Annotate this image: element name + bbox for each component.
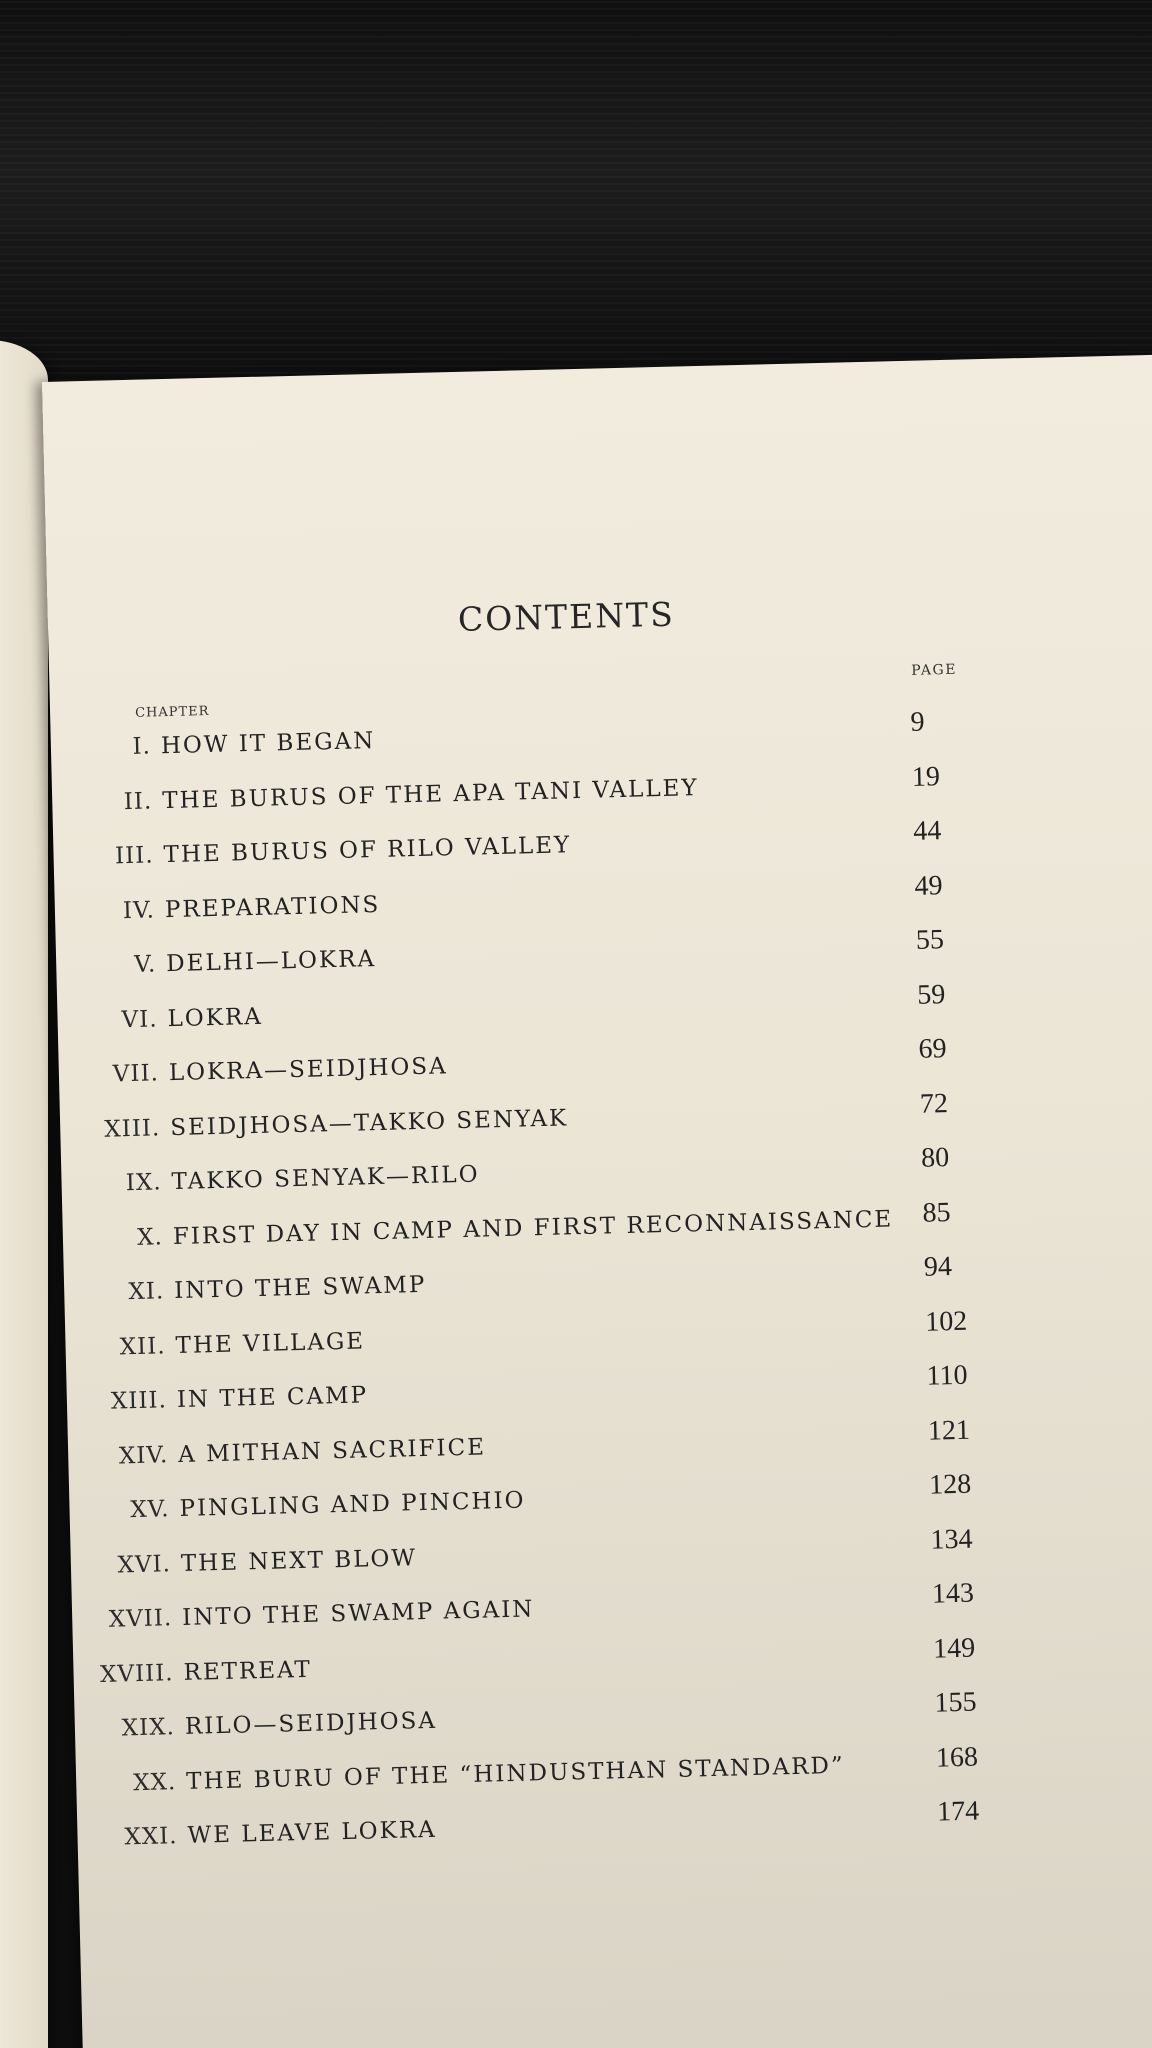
chapter-number: IX. [125,1169,162,1197]
page-number: 121 [927,1414,971,1447]
page-number: 134 [930,1523,973,1556]
chapter-title: TAKKO SENYAK—RILO [171,1161,480,1196]
chapter-title: IN THE CAMP [176,1382,369,1414]
chapter-number: III. [114,842,154,870]
page-number: 44 [912,815,942,847]
page-number: 72 [919,1087,949,1120]
page-number: 155 [934,1686,977,1719]
chapter-number: VI. [121,1005,158,1033]
chapter-title: LOKRA [167,1003,264,1032]
chapter-number: XII. [119,1332,166,1360]
page-number: 174 [936,1795,980,1828]
contents-list [50,703,1078,1872]
chapter-title: THE NEXT BLOW [180,1544,418,1577]
page-number: 9 [910,706,925,738]
chapter-number: XV. [129,1496,170,1524]
chapter-title: DELHI—LOKRA [165,946,377,978]
left-page-edge [0,340,48,2048]
page-number: 55 [915,924,945,956]
chapter-number: XIX. [121,1714,176,1742]
chapter-title: INTO THE SWAMP [173,1271,427,1305]
page-number: 143 [931,1577,975,1610]
contents-title: CONTENTS [457,594,676,639]
chapter-title: FIRST DAY IN CAMP AND FIRST RECONNAISSANCE [172,1205,894,1250]
page-number: 69 [918,1033,947,1065]
chapter-title: THE VILLAGE [175,1327,366,1359]
chapter-title: THE BURU OF THE “HINDUSTHAN STANDARD” [185,1752,845,1795]
chapter-number: XXI. [124,1823,178,1851]
page-number: 128 [928,1468,972,1501]
page-number: 85 [922,1196,951,1229]
chapter-title: THE BURUS OF RILO VALLEY [163,832,572,869]
chapter-title: LOKRA—SEIDJHOSA [168,1053,448,1087]
page-number: 49 [914,869,943,902]
page-number: 80 [920,1142,950,1174]
chapter-number: XI. [128,1278,165,1306]
chapter-number: XIII. [110,1387,168,1415]
chapter-title: PREPARATIONS [164,891,381,923]
chapter-number: VII. [112,1060,160,1088]
chapter-column-label: CHAPTER [134,704,210,721]
page-number: 94 [923,1251,953,1283]
chapter-title: SEIDJHOSA—TAKKO SENYAK [169,1104,569,1141]
chapter-title: A MITHAN SACRIFICE [177,1433,487,1468]
chapter-title: PINGLING AND PINCHIO [179,1487,526,1522]
page-number: 102 [924,1305,968,1338]
chapter-number: IV. [122,896,156,924]
page-number: 168 [935,1741,979,1774]
page-number: 59 [916,978,946,1011]
chapter-number: X. [136,1223,164,1251]
chapter-number: XVI. [117,1550,172,1579]
chapter-number: XIII. [104,1114,161,1143]
chapter-title: INTO THE SWAMP AGAIN [181,1596,535,1631]
page-number: 19 [911,760,941,793]
chapter-number: XX. [132,1768,177,1796]
book-page [42,354,1152,2048]
chapter-number: I. [132,733,152,760]
chapter-number: II. [123,787,153,815]
chapter-title: HOW IT BEGAN [160,727,376,760]
chapter-title: RETREAT [183,1656,313,1686]
chapter-number: XVIII. [99,1659,174,1688]
page-number: 110 [926,1359,968,1392]
chapter-title: WE LEAVE LOKRA [187,1816,438,1849]
chapter-title: RILO—SEIDJHOSA [184,1707,438,1740]
page-column-label: PAGE [911,661,958,679]
page-number: 149 [932,1632,976,1665]
chapter-number: XIV. [118,1441,169,1469]
chapter-title: THE BURUS OF THE APA TANI VALLEY [161,774,699,814]
chapter-number: XVII. [108,1605,173,1633]
chapter-number: V. [134,951,157,978]
